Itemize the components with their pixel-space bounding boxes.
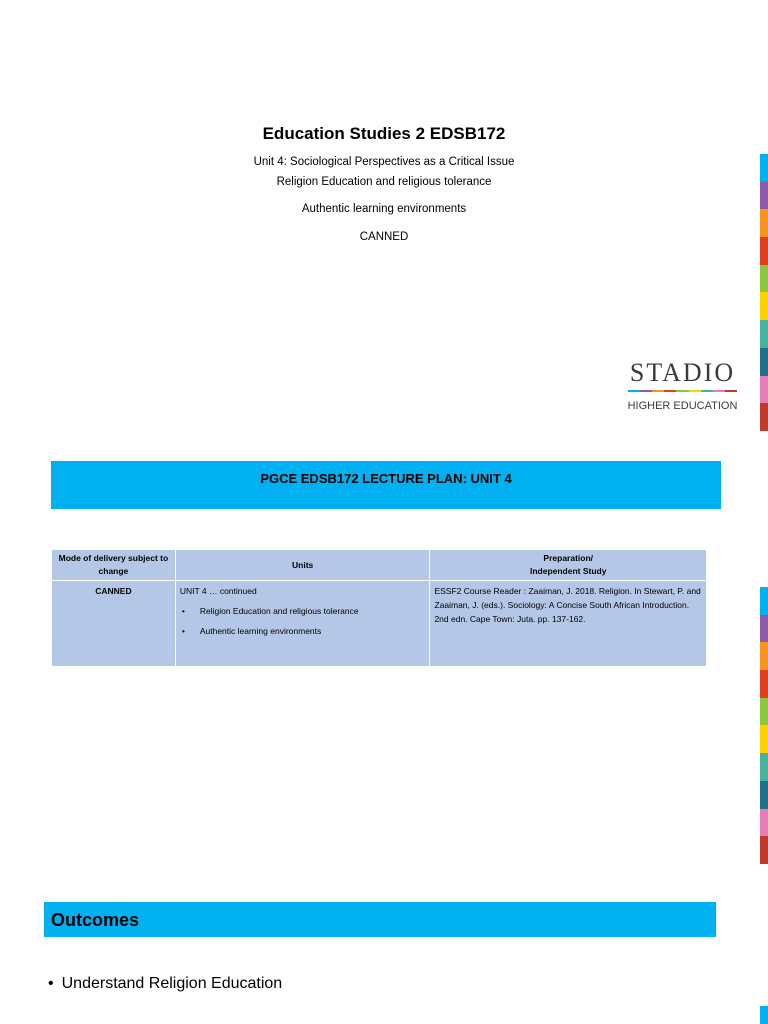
stripe-segment bbox=[760, 292, 768, 320]
units-bullet-1 bbox=[180, 604, 426, 618]
stripe-segment bbox=[760, 836, 768, 864]
stadio-logo bbox=[620, 358, 745, 412]
units-heading: UNIT 4 … continued bbox=[179, 586, 257, 596]
stripe-segment bbox=[760, 182, 768, 210]
stripe-segment bbox=[760, 403, 768, 431]
header-prep-line2: Independent Study bbox=[529, 566, 607, 576]
stripe-segment bbox=[760, 781, 768, 809]
topic-line: Religion Education and religious tolerance bbox=[276, 176, 492, 188]
outcome-item bbox=[48, 975, 282, 993]
bullet-text: Religion Education and religious tolerance bbox=[199, 606, 359, 616]
stripe-segment bbox=[760, 587, 768, 615]
stripe-segment bbox=[760, 725, 768, 753]
cell-mode: CANNED bbox=[52, 581, 176, 667]
header-preparation bbox=[430, 550, 707, 581]
cell-units bbox=[175, 581, 430, 667]
stripe-segment bbox=[760, 1006, 768, 1024]
lecture-plan-table bbox=[51, 549, 707, 667]
bullet-text: Authentic learning environments bbox=[199, 626, 322, 636]
stripe-segment bbox=[760, 376, 768, 404]
stripe-segment bbox=[760, 320, 768, 348]
logo-name: STADIO bbox=[629, 358, 736, 387]
stripe-segment bbox=[760, 209, 768, 237]
color-stripe-top bbox=[760, 154, 768, 431]
lecture-plan-banner: PGCE EDSB172 LECTURE PLAN: UNIT 4 bbox=[51, 461, 721, 509]
outcomes-heading: Outcomes bbox=[44, 902, 716, 937]
logo-color-bar bbox=[628, 390, 737, 392]
stripe-segment bbox=[760, 642, 768, 670]
title-slide bbox=[0, 0, 768, 432]
stripe-segment bbox=[760, 809, 768, 837]
environment-line: Authentic learning environments bbox=[301, 203, 467, 215]
bullet-icon: • bbox=[48, 975, 54, 992]
header-units: Units bbox=[175, 550, 430, 581]
logo-bar-segment bbox=[725, 390, 737, 392]
stripe-segment bbox=[760, 753, 768, 781]
stripe-segment bbox=[760, 615, 768, 643]
mode-line: CANNED bbox=[359, 231, 409, 243]
bullet-icon: • bbox=[181, 606, 185, 616]
table-header-row bbox=[52, 550, 707, 581]
header-prep-line1: Preparation/ bbox=[543, 553, 594, 563]
outcome-text: Understand Religion Education bbox=[61, 975, 283, 992]
stripe-segment bbox=[760, 154, 768, 182]
logo-bar-segment bbox=[628, 390, 640, 392]
logo-bar-segment bbox=[676, 390, 688, 392]
bullet-icon: • bbox=[181, 626, 185, 636]
cell-preparation: ESSF2 Course Reader : Zaaiman, J. 2018. Religion. In Stewart, P. and Zaaiman, J. (eds.). Sociology: A Concise South African Introduction. 2nd edn. Cape Town: Juta. pp. 137-162. bbox=[430, 581, 707, 667]
logo-bar-segment bbox=[652, 390, 664, 392]
stripe-segment bbox=[760, 265, 768, 293]
header-mode: Mode of delivery subject to change bbox=[52, 550, 176, 581]
logo-bar-segment bbox=[701, 390, 713, 392]
stripe-segment bbox=[760, 698, 768, 726]
stripe-segment bbox=[760, 348, 768, 376]
slide-title: Education Studies 2 EDSB172 bbox=[262, 124, 506, 143]
unit-line: Unit 4: Sociological Perspectives as a Critical Issue bbox=[253, 156, 515, 168]
logo-subtitle: HIGHER EDUCATION bbox=[627, 400, 738, 412]
table-row bbox=[52, 581, 707, 667]
logo-bar-segment bbox=[640, 390, 652, 392]
logo-bar-segment bbox=[713, 390, 725, 392]
color-stripe-bottom bbox=[760, 1006, 768, 1024]
stripe-segment bbox=[760, 670, 768, 698]
stripe-segment bbox=[760, 237, 768, 265]
color-stripe-middle bbox=[760, 587, 768, 864]
units-bullet-2 bbox=[180, 624, 426, 638]
logo-bar-segment bbox=[689, 390, 701, 392]
logo-bar-segment bbox=[664, 390, 676, 392]
